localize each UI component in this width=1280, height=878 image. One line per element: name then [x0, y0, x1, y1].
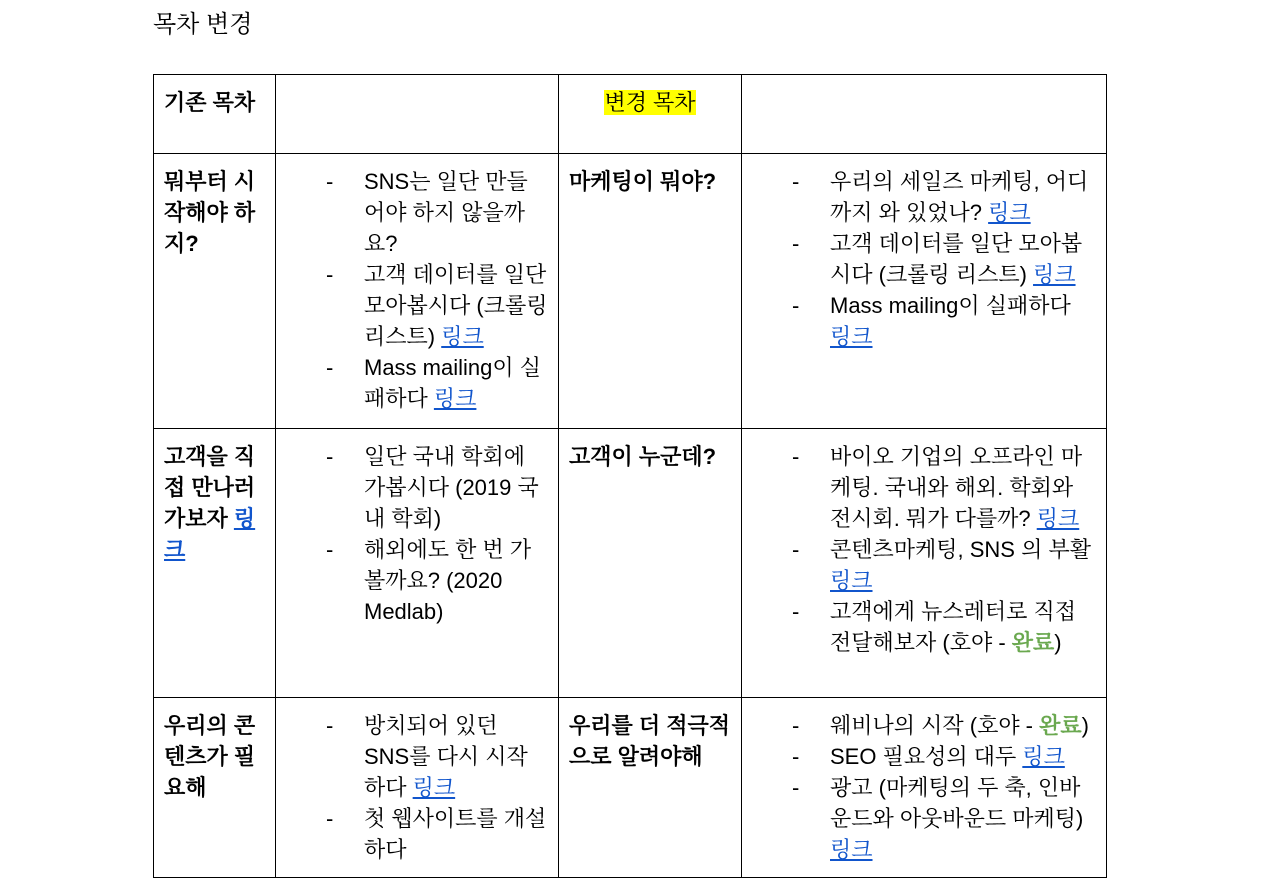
- list-item: - 일단 국내 학회에 가봅시다 (2019 국내 학회): [286, 441, 548, 534]
- header-old-toc: 기존 목차: [154, 75, 276, 154]
- link[interactable]: 링크: [830, 568, 873, 593]
- header-empty-cell: [276, 75, 559, 154]
- link[interactable]: 링크: [164, 506, 256, 562]
- list-item: - 콘텐츠마케팅, SNS 의 부활 링크: [752, 534, 1096, 596]
- list-item: - 웨비나의 시작 (호야 - 완료): [752, 710, 1096, 741]
- list-item: - 고객 데이터를 일단 모아봅시다 (크롤링 리스트) 링크: [752, 228, 1096, 290]
- header-new-toc-cell: [559, 75, 742, 154]
- done-badge: 완료: [1011, 630, 1055, 655]
- table-row: [154, 698, 1107, 878]
- list-item: - 방치되어 있던 SNS를 다시 시작하다 링크: [286, 710, 548, 803]
- link[interactable]: 링크: [830, 837, 873, 862]
- link[interactable]: 링크: [988, 200, 1031, 225]
- list-item: - SNS는 일단 만들어야 하지 않을까요?: [286, 166, 548, 259]
- list-item: - SEO 필요성의 대두 링크: [752, 741, 1096, 772]
- header-new-toc: 변경 목차: [604, 90, 696, 115]
- link[interactable]: 링크: [412, 775, 456, 800]
- list-item: - 첫 웹사이트를 개설하다: [286, 803, 548, 865]
- old-section-title: 고객을 직접 만나러 가보자 링크: [154, 429, 276, 698]
- old-section-title: 뭐부터 시작해야 하지?: [154, 154, 276, 429]
- toc-comparison-table: [153, 74, 1107, 878]
- new-section-title: 고객이 누군데?: [559, 429, 742, 698]
- new-section-title: 마케팅이 뭐야?: [559, 154, 742, 429]
- old-section-items: [276, 698, 559, 878]
- list-item: - Mass mailing이 실패하다 링크: [286, 352, 548, 414]
- list-item: - 우리의 세일즈 마케팅, 어디까지 와 있었나? 링크: [752, 166, 1096, 228]
- link[interactable]: 링크: [1033, 262, 1076, 287]
- old-section-title: 우리의 콘텐츠가 필요해: [154, 698, 276, 878]
- header-empty-cell: [742, 75, 1107, 154]
- link[interactable]: 링크: [830, 324, 873, 349]
- table-header-row: [154, 75, 1107, 154]
- new-section-items: [742, 698, 1107, 878]
- list-item: - 해외에도 한 번 가볼까요? (2020 Medlab): [286, 534, 548, 627]
- old-section-items: [276, 429, 559, 698]
- done-badge: 완료: [1039, 713, 1082, 738]
- link[interactable]: 링크: [1022, 744, 1065, 769]
- new-section-title: 우리를 더 적극적으로 알려야해: [559, 698, 742, 878]
- link[interactable]: 링크: [441, 324, 484, 349]
- table-row: [154, 154, 1107, 429]
- old-section-items: [276, 154, 559, 429]
- table-row: [154, 429, 1107, 698]
- list-item: - 바이오 기업의 오프라인 마케팅. 국내와 해외. 학회와 전시회. 뭐가 다를까? 링크: [752, 441, 1096, 534]
- list-item: - 광고 (마케팅의 두 축, 인바운드와 아웃바운드 마케팅) 링크: [752, 772, 1096, 865]
- list-item: - 고객 데이터를 일단 모아봅시다 (크롤링 리스트) 링크: [286, 259, 548, 352]
- list-item: - 고객에게 뉴스레터로 직접 전달해보자 (호야 - 완료): [752, 596, 1096, 658]
- list-item: - Mass mailing이 실패하다 링크: [752, 290, 1096, 352]
- new-section-items: [742, 429, 1107, 698]
- page-title: 목차 변경: [153, 11, 253, 38]
- new-section-items: [742, 154, 1107, 429]
- link[interactable]: 링크: [1036, 506, 1080, 531]
- link[interactable]: 링크: [433, 386, 477, 411]
